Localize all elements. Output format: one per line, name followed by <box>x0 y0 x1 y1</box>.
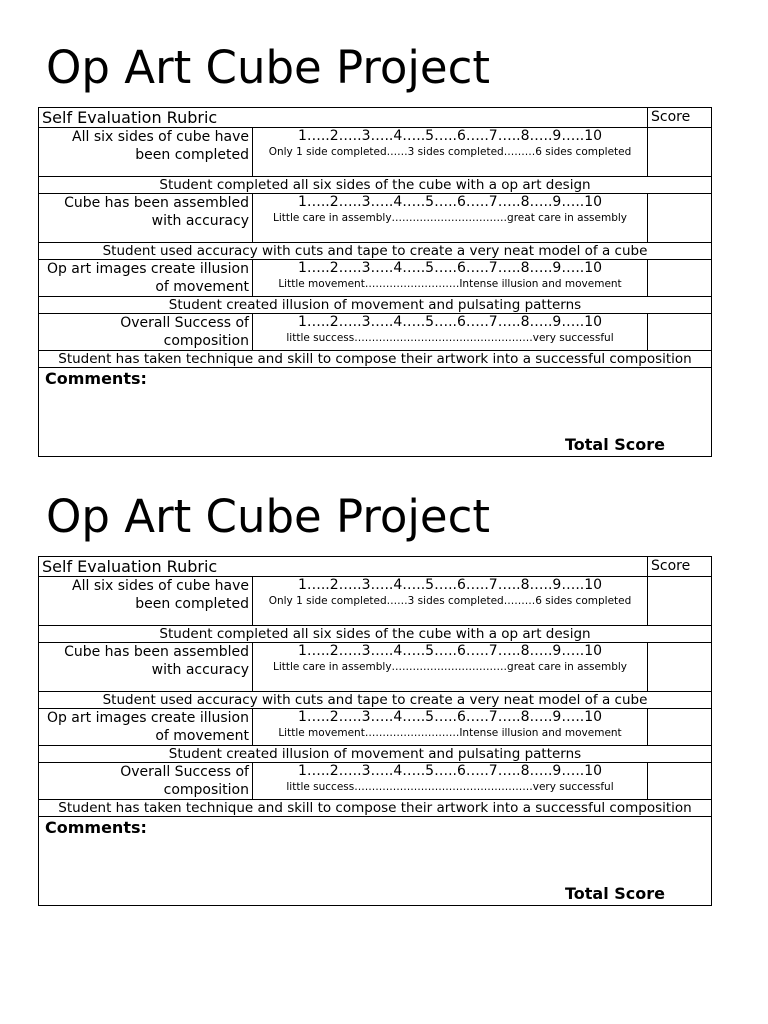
criterion-label: All six sides of cube have been completed <box>39 128 253 177</box>
rubric-table <box>38 556 712 906</box>
scale-descriptor: little success……………………………………………very successful <box>286 781 614 793</box>
criterion-row <box>39 314 712 351</box>
score-cell[interactable] <box>648 194 712 243</box>
score-cell[interactable] <box>648 643 712 692</box>
criterion-summary: Student has taken technique and skill to compose their artwork into a successful composition <box>39 351 712 368</box>
comments-label: Comments: <box>45 818 147 837</box>
criterion-scale <box>253 194 648 243</box>
score-cell[interactable] <box>648 709 712 746</box>
criterion-scale <box>253 260 648 297</box>
criterion-label: Op art images create illusion of movement <box>39 260 253 297</box>
scale-numbers: 1…..2…..3…..4…..5…..6…..7…..8…..9…..10 <box>297 194 603 210</box>
comments-row <box>39 817 712 906</box>
score-cell[interactable] <box>648 314 712 351</box>
page-title: Op Art Cube Project <box>46 41 490 94</box>
criterion-summary-row <box>39 692 712 709</box>
criterion-summary: Student created illusion of movement and pulsating patterns <box>39 297 712 314</box>
criterion-summary: Student used accuracy with cuts and tape to create a very neat model of a cube <box>39 243 712 260</box>
scale-numbers: 1…..2…..3…..4…..5…..6…..7…..8…..9…..10 <box>297 128 603 144</box>
criterion-summary: Student completed all six sides of the cube with a op art design <box>39 177 712 194</box>
criterion-scale <box>253 577 648 626</box>
scale-descriptor: Little movement………………………Intense illusion and movement <box>278 278 622 290</box>
criterion-row <box>39 709 712 746</box>
comments-box[interactable] <box>39 817 712 906</box>
scale-numbers: 1…..2…..3…..4…..5…..6…..7…..8…..9…..10 <box>297 709 603 725</box>
criterion-label: Overall Success of composition <box>39 314 253 351</box>
scale-descriptor: little success……………………………………………very successful <box>286 332 614 344</box>
criterion-label: Overall Success of composition <box>39 763 253 800</box>
criterion-scale <box>253 128 648 177</box>
criterion-scale <box>253 763 648 800</box>
criterion-label: Cube has been assembled with accuracy <box>39 643 253 692</box>
scale-numbers: 1…..2…..3…..4…..5…..6…..7…..8…..9…..10 <box>297 643 603 659</box>
criterion-row <box>39 577 712 626</box>
criterion-summary-row <box>39 800 712 817</box>
criterion-row <box>39 643 712 692</box>
criterion-summary: Student has taken technique and skill to compose their artwork into a successful composition <box>39 800 712 817</box>
rubric-title: Self Evaluation Rubric <box>39 557 648 577</box>
criterion-label: Op art images create illusion of movement <box>39 709 253 746</box>
criterion-row <box>39 194 712 243</box>
criterion-summary-row <box>39 746 712 763</box>
total-score-label: Total Score <box>564 435 665 454</box>
criterion-row <box>39 128 712 177</box>
score-cell[interactable] <box>648 577 712 626</box>
rubric-table <box>38 107 712 457</box>
criterion-summary: Student completed all six sides of the cube with a op art design <box>39 626 712 643</box>
score-cell[interactable] <box>648 763 712 800</box>
score-header: Score <box>648 108 712 128</box>
rubric-header-row <box>39 557 712 577</box>
criterion-row <box>39 260 712 297</box>
comments-row <box>39 368 712 457</box>
criterion-summary-row <box>39 297 712 314</box>
scale-numbers: 1…..2…..3…..4…..5…..6…..7…..8…..9…..10 <box>297 260 603 276</box>
criterion-row <box>39 763 712 800</box>
score-cell[interactable] <box>648 128 712 177</box>
rubric-header-row <box>39 108 712 128</box>
scale-descriptor: Only 1 side completed……3 sides completed………6 sides completed <box>268 595 632 607</box>
scale-descriptor: Little care in assembly……………………………great care in assembly <box>272 661 628 673</box>
scale-descriptor: Little care in assembly……………………………great care in assembly <box>272 212 628 224</box>
score-header: Score <box>648 557 712 577</box>
criterion-scale <box>253 314 648 351</box>
criterion-summary: Student used accuracy with cuts and tape to create a very neat model of a cube <box>39 692 712 709</box>
criterion-summary-row <box>39 243 712 260</box>
criterion-label: All six sides of cube have been completed <box>39 577 253 626</box>
criterion-scale <box>253 709 648 746</box>
criterion-label: Cube has been assembled with accuracy <box>39 194 253 243</box>
criterion-summary-row <box>39 351 712 368</box>
total-score-label: Total Score <box>564 884 665 903</box>
criterion-summary-row <box>39 177 712 194</box>
page-title: Op Art Cube Project <box>46 490 490 543</box>
comments-box[interactable] <box>39 368 712 457</box>
criterion-scale <box>253 643 648 692</box>
comments-label: Comments: <box>45 369 147 388</box>
scale-descriptor: Only 1 side completed……3 sides completed………6 sides completed <box>268 146 632 158</box>
scale-numbers: 1…..2…..3…..4…..5…..6…..7…..8…..9…..10 <box>297 314 603 330</box>
rubric-title: Self Evaluation Rubric <box>39 108 648 128</box>
scale-numbers: 1…..2…..3…..4…..5…..6…..7…..8…..9…..10 <box>297 577 603 593</box>
criterion-summary-row <box>39 626 712 643</box>
scale-descriptor: Little movement………………………Intense illusion and movement <box>278 727 622 739</box>
criterion-summary: Student created illusion of movement and pulsating patterns <box>39 746 712 763</box>
score-cell[interactable] <box>648 260 712 297</box>
scale-numbers: 1…..2…..3…..4…..5…..6…..7…..8…..9…..10 <box>297 763 603 779</box>
